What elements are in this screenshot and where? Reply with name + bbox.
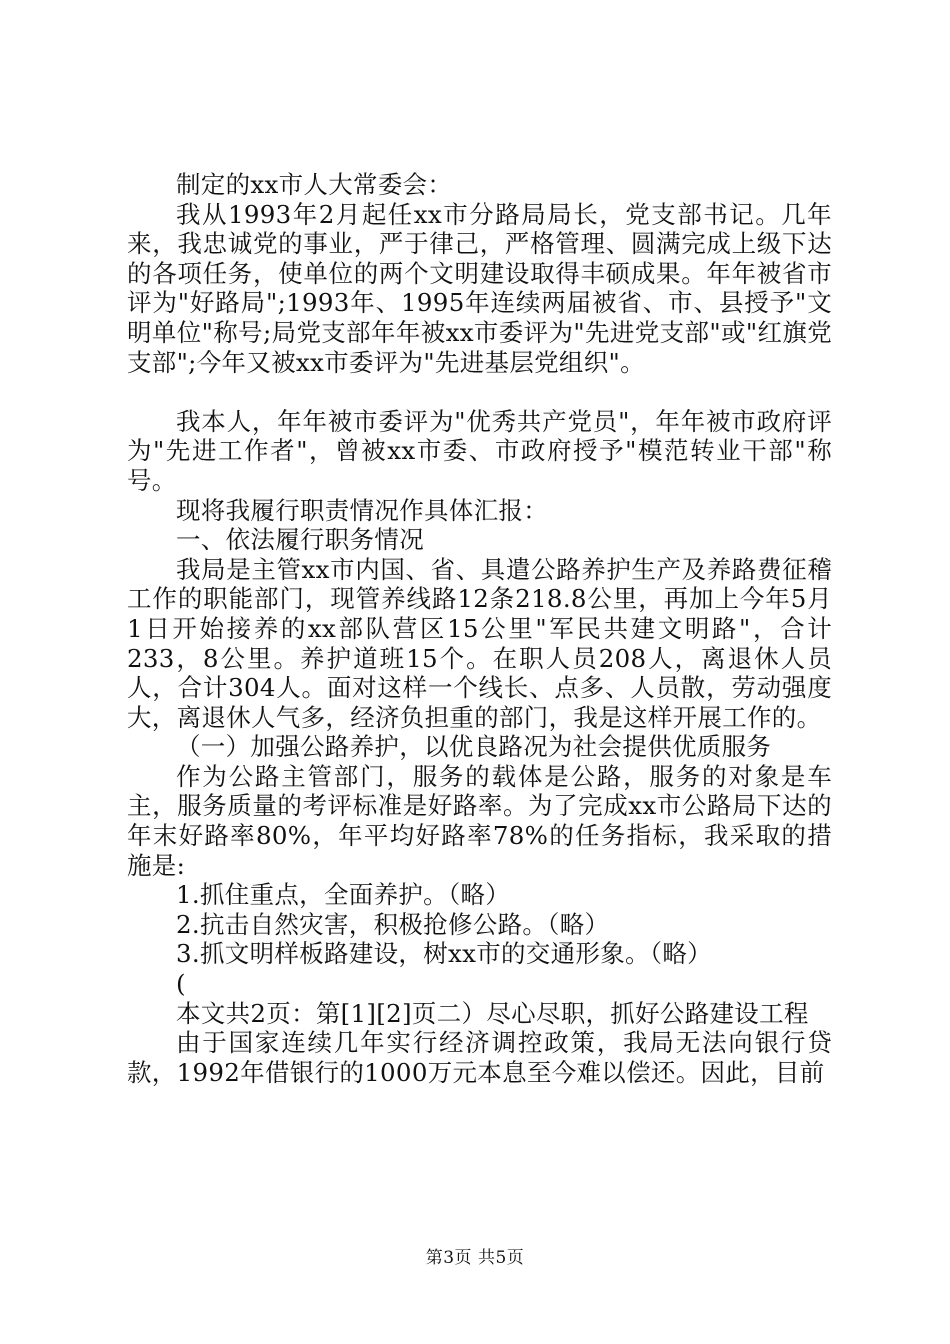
paragraph-open-paren: ( <box>176 969 186 999</box>
page-footer: 第3页 共5页 <box>425 1248 525 1268</box>
document-body <box>127 170 832 1087</box>
subsection-heading-1: （一）加强公路养护，以优良路况为社会提供优质服务 <box>176 732 772 762</box>
list-item-3: 3.抓文明样板路建设，树xx市的交通形象。（略） <box>176 939 712 969</box>
paragraph-report-intro: 现将我履行职责情况作具体汇报： <box>176 495 548 525</box>
list-item-1: 1.抓住重点，全面养护。（略） <box>176 880 511 910</box>
paragraph-recipient: 制定的xx市人大常委会： <box>176 170 453 199</box>
paragraph-bureau-overview: 我局是主管xx市内国、省、具遣公路养护生产及养路费征稽工作的职能部门，现管养线路12条218.8公里，再加上今年5月1日开始接养的xx部队营区15公里"军民共建文明路"，合计233，8公里。养护道班15个。在职人员208人，离退休人员人，合计304人。面对这样一个线长、点多、人员散，劳动强度大，离退休人气多，经济负担重的部门，我是这样开展工作的。 <box>127 554 832 732</box>
subsection-heading-2: 本文共2页：第[1][2]页二）尽心尽职，抓好公路建设工程 <box>176 998 809 1028</box>
paragraph-service-quality: 作为公路主管部门，服务的载体是公路，服务的对象是车主，服务质量的考评标准是好路率。为了完成xx市公路局下达的年末好路率80%，年平均好路率78%的任务指标，我采取的措施是: <box>127 761 832 880</box>
paragraph-loan-situation: 由于国家连续几年实行经济调控政策，我局无法向银行贷款，1992年借银行的1000万元本息至今难以偿还。因此，目前 <box>127 1028 832 1087</box>
list-item-2: 2.抗击自然灾害，积极抢修公路。（略） <box>176 909 610 939</box>
paragraph-intro: 我从1993年2月起任xx市分路局局长，党支部书记。几年来，我忠诚党的事业，严于律己，严格管理、圆满完成上级下达的各项任务，使单位的两个文明建设取得丰硕成果。年年被省市评为"好路局";1993年、1995年连续两届被省、市、县授予"文明单位"称号;局党支部年年被xx市委评为"先进党支部"或"红旗党支部";今年又被xx市委评为"先进基层党组织"。 <box>127 199 832 377</box>
paragraph-personal-honors: 我本人，年年被市委评为"优秀共产党员"，年年被市政府评为"先进工作者"，曾被xx市委、市政府授予"模范转业干部"称号。 <box>127 406 832 495</box>
section-heading-1: 一、依法履行职务情况 <box>176 525 424 555</box>
paragraph-gap <box>127 377 832 407</box>
